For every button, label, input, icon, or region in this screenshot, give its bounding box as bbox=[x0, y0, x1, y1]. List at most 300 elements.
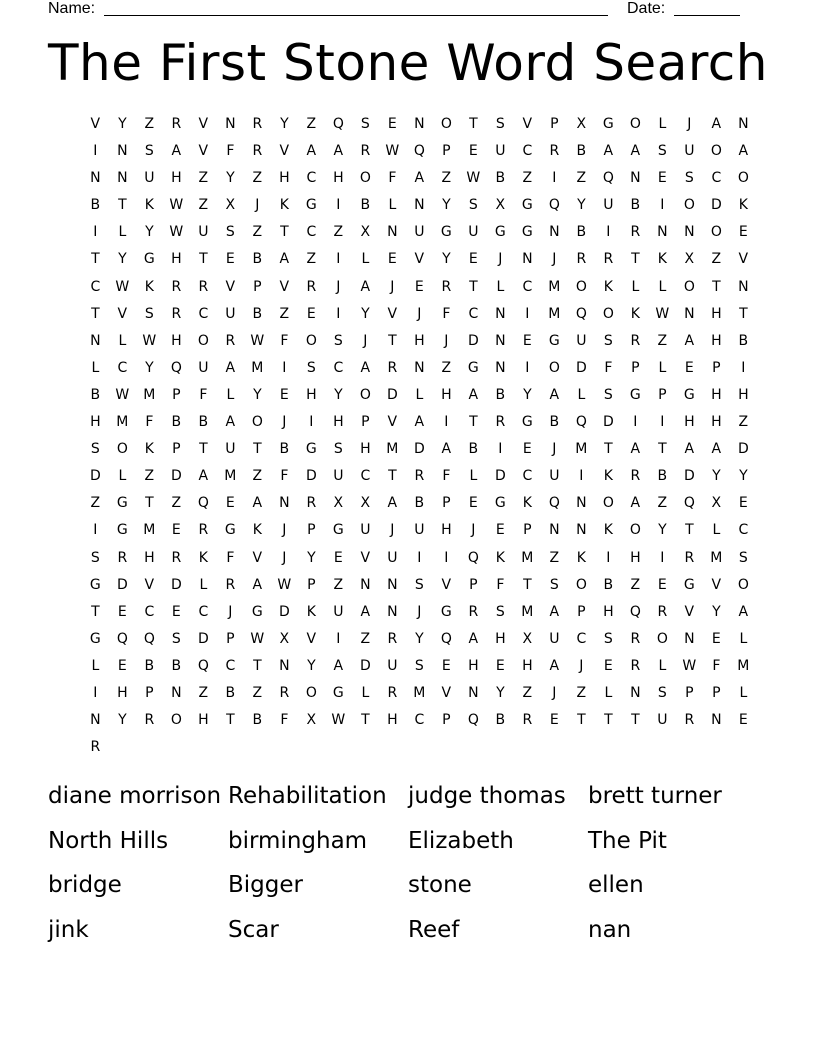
grid-letter: T bbox=[604, 441, 613, 458]
grid-letter: I bbox=[336, 630, 341, 647]
grid-letter: I bbox=[660, 197, 665, 214]
grid-letter: N bbox=[657, 224, 668, 241]
grid-letter: Y bbox=[307, 657, 316, 674]
grid-letter: D bbox=[494, 468, 507, 485]
grid-letter: S bbox=[90, 441, 101, 458]
grid-letter: Z bbox=[279, 305, 290, 322]
grid-letter: R bbox=[630, 657, 641, 674]
grid-letter: O bbox=[440, 116, 453, 132]
grid-letter: R bbox=[630, 630, 641, 647]
grid-letter: J bbox=[390, 522, 395, 539]
grid-letter: A bbox=[630, 143, 641, 160]
grid-letter: W bbox=[250, 630, 265, 647]
word-list-item: Elizabeth bbox=[408, 827, 514, 854]
grid-letter: I bbox=[606, 549, 611, 566]
grid-letter: T bbox=[253, 657, 262, 674]
grid-letter: M bbox=[575, 441, 588, 458]
grid-letter: J bbox=[417, 305, 422, 322]
grid-letter: N bbox=[279, 657, 290, 674]
grid-letter: S bbox=[414, 576, 425, 593]
grid-letter: M bbox=[521, 603, 534, 620]
grid-letter: S bbox=[603, 332, 614, 349]
grid-letter: N bbox=[171, 684, 182, 701]
grid-letter: U bbox=[468, 224, 479, 241]
grid-letter: L bbox=[712, 522, 721, 539]
grid-letter: I bbox=[444, 549, 449, 566]
grid-letter: G bbox=[494, 495, 507, 512]
grid-letter: H bbox=[603, 603, 614, 620]
grid-letter: Y bbox=[442, 251, 451, 268]
word-list-item: brett turner bbox=[588, 783, 722, 809]
grid-letter: L bbox=[199, 576, 208, 593]
grid-letter: Y bbox=[118, 251, 127, 268]
grid-letter: N bbox=[414, 359, 425, 376]
grid-letter: E bbox=[549, 712, 560, 729]
grid-letter: L bbox=[118, 468, 127, 485]
grid-letter: L bbox=[361, 684, 370, 701]
grid-letter: C bbox=[414, 712, 425, 729]
grid-letter: A bbox=[549, 386, 560, 403]
grid-letter: F bbox=[145, 414, 154, 431]
grid-letter: A bbox=[468, 630, 479, 647]
grid-letter: G bbox=[494, 224, 507, 241]
grid-letter: T bbox=[685, 522, 694, 539]
date-blank-line bbox=[674, 15, 740, 16]
grid-letter: E bbox=[171, 603, 182, 620]
grid-letter: G bbox=[143, 251, 156, 268]
grid-letter: C bbox=[144, 603, 155, 620]
grid-letter: J bbox=[471, 522, 476, 539]
grid-letter: J bbox=[552, 251, 557, 268]
grid-letter: J bbox=[390, 278, 395, 295]
grid-letter: P bbox=[307, 522, 316, 539]
grid-letter: K bbox=[657, 251, 668, 268]
grid-letter: B bbox=[90, 386, 101, 403]
grid-letter: E bbox=[468, 143, 479, 160]
grid-letter: I bbox=[525, 359, 530, 376]
grid-letter: I bbox=[498, 441, 503, 458]
grid-letter: P bbox=[469, 576, 478, 593]
grid-letter: A bbox=[441, 441, 452, 458]
grid-letter: G bbox=[305, 441, 318, 458]
grid-letter: X bbox=[360, 495, 371, 512]
grid-letter: R bbox=[468, 603, 479, 620]
grid-letter: G bbox=[440, 224, 453, 241]
grid-letter: O bbox=[683, 197, 696, 214]
grid-letter: E bbox=[441, 657, 452, 674]
grid-letter: T bbox=[739, 305, 748, 322]
grid-letter: N bbox=[684, 224, 695, 241]
grid-letter: Y bbox=[415, 630, 424, 647]
grid-letter: B bbox=[144, 657, 155, 674]
grid-letter: Z bbox=[333, 576, 344, 593]
grid-letter: O bbox=[629, 522, 642, 539]
grid-letter: A bbox=[306, 143, 317, 160]
grid-letter: W bbox=[250, 332, 265, 349]
word-list-item: Scar bbox=[228, 916, 279, 943]
grid-letter: N bbox=[711, 712, 722, 729]
grid-letter: K bbox=[630, 305, 641, 322]
word-list-item: stone bbox=[408, 872, 472, 898]
grid-letter: F bbox=[604, 359, 613, 376]
grid-letter: E bbox=[387, 251, 398, 268]
grid-letter: S bbox=[144, 143, 155, 160]
grid-letter: T bbox=[253, 441, 262, 458]
grid-letter: K bbox=[738, 197, 749, 214]
grid-letter: X bbox=[279, 630, 290, 647]
grid-letter: A bbox=[630, 441, 641, 458]
grid-letter: Y bbox=[145, 224, 154, 241]
grid-letter: A bbox=[252, 576, 263, 593]
grid-letter: Y bbox=[253, 386, 262, 403]
grid-letter: V bbox=[360, 549, 371, 566]
grid-letter: S bbox=[225, 224, 236, 241]
grid-letter: N bbox=[495, 359, 506, 376]
grid-letter: G bbox=[548, 332, 561, 349]
grid-letter: A bbox=[711, 441, 722, 458]
grid-letter: J bbox=[579, 657, 584, 674]
grid-letter: N bbox=[549, 522, 560, 539]
grid-letter: L bbox=[496, 278, 505, 295]
word-list bbox=[48, 776, 768, 954]
grid-letter: Y bbox=[145, 359, 154, 376]
grid-letter: G bbox=[116, 495, 129, 512]
grid-letter: Q bbox=[629, 603, 642, 620]
grid-letter: U bbox=[414, 224, 425, 241]
grid-letter: H bbox=[711, 305, 722, 322]
grid-letter: E bbox=[684, 359, 695, 376]
grid-letter: W bbox=[466, 170, 481, 187]
grid-letter: Z bbox=[252, 170, 263, 187]
grid-letter: H bbox=[333, 414, 344, 431]
grid-letter: U bbox=[144, 170, 155, 187]
grid-letter: R bbox=[171, 116, 182, 132]
grid-letter: K bbox=[198, 549, 209, 566]
grid-letter: V bbox=[252, 549, 263, 566]
grid-letter: S bbox=[603, 630, 614, 647]
letter-grid bbox=[82, 111, 757, 761]
name-date-line bbox=[48, 0, 748, 20]
grid-letter: F bbox=[442, 305, 451, 322]
grid-letter: S bbox=[144, 305, 155, 322]
grid-letter: C bbox=[90, 278, 101, 295]
grid-letter: E bbox=[495, 522, 506, 539]
grid-letter: U bbox=[495, 143, 506, 160]
word-list-item: birmingham bbox=[228, 827, 368, 854]
grid-letter: L bbox=[631, 278, 640, 295]
grid-letter: N bbox=[576, 522, 587, 539]
grid-letter: D bbox=[602, 414, 615, 431]
grid-letter: M bbox=[521, 549, 534, 566]
grid-letter: Q bbox=[467, 549, 480, 566]
grid-letter: T bbox=[469, 278, 478, 295]
grid-letter: R bbox=[360, 143, 371, 160]
grid-letter: R bbox=[144, 712, 155, 729]
grid-letter: D bbox=[737, 441, 750, 458]
grid-letter: Z bbox=[576, 684, 587, 701]
grid-letter: M bbox=[116, 414, 129, 431]
grid-letter: V bbox=[279, 278, 290, 295]
grid-letter: B bbox=[360, 197, 371, 214]
grid-letter: Z bbox=[198, 170, 209, 187]
grid-letter: Z bbox=[252, 468, 263, 485]
grid-letter: O bbox=[737, 170, 750, 187]
grid-letter: R bbox=[495, 414, 506, 431]
word-list-item: diane morrison bbox=[48, 783, 222, 809]
grid-letter: R bbox=[387, 359, 398, 376]
grid-letter: X bbox=[333, 495, 344, 512]
grid-letter: P bbox=[307, 576, 316, 593]
grid-letter: A bbox=[549, 657, 560, 674]
name-label: Name: bbox=[48, 0, 96, 17]
grid-letter: T bbox=[91, 305, 100, 322]
grid-letter: E bbox=[738, 712, 749, 729]
grid-letter: H bbox=[144, 549, 155, 566]
grid-letter: L bbox=[658, 116, 667, 132]
grid-letter: A bbox=[414, 414, 425, 431]
grid-letter: N bbox=[576, 495, 587, 512]
grid-letter: J bbox=[417, 603, 422, 620]
word-list-item: North Hills bbox=[48, 827, 169, 854]
grid-letter: V bbox=[306, 630, 317, 647]
grid-letter: D bbox=[386, 386, 399, 403]
grid-letter: C bbox=[360, 468, 371, 485]
grid-letter: T bbox=[631, 251, 640, 268]
grid-letter: W bbox=[385, 143, 400, 160]
grid-letter: E bbox=[225, 251, 236, 268]
grid-letter: R bbox=[306, 495, 317, 512]
grid-letter: G bbox=[251, 603, 264, 620]
grid-letter: E bbox=[738, 224, 749, 241]
grid-letter: A bbox=[360, 603, 371, 620]
grid-letter: L bbox=[388, 197, 397, 214]
grid-letter: T bbox=[226, 712, 235, 729]
grid-letter: D bbox=[116, 576, 129, 593]
grid-letter: N bbox=[522, 251, 533, 268]
grid-letter: B bbox=[198, 414, 209, 431]
grid-letter: P bbox=[550, 116, 559, 132]
grid-letter: U bbox=[225, 305, 236, 322]
grid-letter: H bbox=[711, 332, 722, 349]
word-list-item: jink bbox=[48, 916, 89, 943]
grid-letter: T bbox=[118, 197, 127, 214]
grid-letter: L bbox=[739, 684, 748, 701]
grid-letter: T bbox=[361, 712, 370, 729]
grid-letter: Y bbox=[280, 116, 289, 132]
grid-letter: J bbox=[282, 522, 287, 539]
grid-letter: P bbox=[658, 386, 667, 403]
grid-letter: O bbox=[656, 630, 669, 647]
grid-letter: Z bbox=[144, 116, 155, 132]
grid-letter: R bbox=[684, 549, 695, 566]
grid-letter: R bbox=[198, 522, 209, 539]
grid-letter: B bbox=[738, 332, 749, 349]
grid-letter: M bbox=[548, 278, 561, 295]
grid-letter: Q bbox=[467, 712, 480, 729]
grid-letter: Z bbox=[144, 468, 155, 485]
grid-letter: I bbox=[552, 170, 557, 187]
grid-letter: Y bbox=[577, 197, 586, 214]
grid-letter: Q bbox=[197, 657, 210, 674]
grid-letter: B bbox=[252, 712, 263, 729]
grid-letter: G bbox=[332, 684, 345, 701]
grid-letter: O bbox=[737, 576, 750, 593]
grid-letter: K bbox=[144, 278, 155, 295]
grid-letter: A bbox=[684, 332, 695, 349]
grid-letter: F bbox=[226, 549, 235, 566]
grid-letter: N bbox=[738, 116, 749, 132]
grid-letter: B bbox=[549, 414, 560, 431]
grid-letter: G bbox=[440, 603, 453, 620]
grid-letter: Z bbox=[198, 684, 209, 701]
grid-letter: R bbox=[252, 116, 263, 132]
grid-letter: N bbox=[360, 576, 371, 593]
word-list-item: The Pit bbox=[588, 827, 667, 854]
grid-letter: D bbox=[575, 359, 588, 376]
grid-letter: O bbox=[683, 278, 696, 295]
grid-letter: I bbox=[633, 414, 638, 431]
grid-letter: N bbox=[414, 116, 425, 132]
grid-letter: A bbox=[468, 386, 479, 403]
grid-letter: W bbox=[142, 332, 157, 349]
grid-letter: T bbox=[631, 712, 640, 729]
word-list-item: nan bbox=[588, 916, 632, 943]
grid-letter: L bbox=[361, 251, 370, 268]
grid-letter: G bbox=[467, 359, 480, 376]
grid-letter: U bbox=[333, 603, 344, 620]
grid-letter: Z bbox=[630, 576, 641, 593]
grid-letter: I bbox=[336, 251, 341, 268]
grid-letter: G bbox=[629, 386, 642, 403]
date-label: Date: bbox=[627, 0, 666, 17]
grid-letter: N bbox=[468, 684, 479, 701]
grid-letter: B bbox=[576, 143, 587, 160]
grid-letter: F bbox=[388, 170, 397, 187]
grid-letter: O bbox=[305, 684, 318, 701]
grid-letter: H bbox=[711, 386, 722, 403]
grid-letter: J bbox=[444, 332, 449, 349]
grid-letter: N bbox=[414, 197, 425, 214]
grid-letter: C bbox=[522, 143, 533, 160]
grid-letter: K bbox=[603, 278, 614, 295]
grid-letter: O bbox=[548, 359, 561, 376]
grid-letter: H bbox=[333, 170, 344, 187]
grid-letter: T bbox=[469, 414, 478, 431]
grid-letter: S bbox=[495, 603, 506, 620]
grid-letter: E bbox=[657, 576, 668, 593]
grid-letter: H bbox=[171, 332, 182, 349]
grid-letter: J bbox=[687, 116, 692, 132]
grid-letter: G bbox=[521, 224, 534, 241]
grid-letter: S bbox=[495, 116, 506, 132]
grid-letter: M bbox=[737, 657, 750, 674]
grid-letter: V bbox=[117, 305, 128, 322]
grid-letter: Q bbox=[548, 495, 561, 512]
grid-letter: D bbox=[170, 576, 183, 593]
grid-letter: U bbox=[387, 549, 398, 566]
grid-letter: Z bbox=[441, 359, 452, 376]
grid-letter: R bbox=[171, 278, 182, 295]
grid-letter: H bbox=[387, 712, 398, 729]
grid-letter: B bbox=[252, 305, 263, 322]
grid-letter: Y bbox=[712, 468, 721, 485]
grid-letter: H bbox=[441, 522, 452, 539]
grid-letter: C bbox=[711, 170, 722, 187]
grid-letter: M bbox=[413, 684, 426, 701]
grid-letter: B bbox=[495, 170, 506, 187]
grid-letter: Z bbox=[522, 170, 533, 187]
grid-letter: N bbox=[90, 170, 101, 187]
grid-letter: B bbox=[90, 197, 101, 214]
grid-letter: U bbox=[225, 441, 236, 458]
grid-letter: N bbox=[684, 305, 695, 322]
grid-letter: Z bbox=[252, 224, 263, 241]
grid-letter: L bbox=[469, 468, 478, 485]
grid-letter: I bbox=[444, 414, 449, 431]
grid-letter: Q bbox=[575, 305, 588, 322]
grid-letter: P bbox=[145, 684, 154, 701]
grid-letter: O bbox=[170, 712, 183, 729]
grid-letter: A bbox=[225, 359, 236, 376]
grid-letter: E bbox=[468, 251, 479, 268]
grid-letter: A bbox=[360, 278, 371, 295]
grid-letter: J bbox=[552, 441, 557, 458]
grid-letter: Y bbox=[361, 305, 370, 322]
grid-letter: A bbox=[225, 414, 236, 431]
grid-letter: Y bbox=[118, 712, 127, 729]
grid-letter: V bbox=[711, 576, 722, 593]
grid-letter: B bbox=[630, 197, 641, 214]
grid-letter: H bbox=[468, 657, 479, 674]
grid-letter: Q bbox=[602, 170, 615, 187]
grid-letter: N bbox=[387, 603, 398, 620]
grid-letter: S bbox=[684, 170, 695, 187]
grid-letter: X bbox=[360, 224, 371, 241]
grid-letter: O bbox=[359, 386, 372, 403]
grid-letter: T bbox=[523, 576, 532, 593]
grid-letter: M bbox=[548, 305, 561, 322]
grid-letter: K bbox=[495, 549, 506, 566]
grid-letter: C bbox=[522, 468, 533, 485]
grid-letter: T bbox=[604, 712, 613, 729]
grid-letter: G bbox=[224, 522, 237, 539]
grid-letter: E bbox=[711, 630, 722, 647]
grid-letter: D bbox=[89, 468, 102, 485]
grid-letter: L bbox=[577, 386, 586, 403]
grid-letter: P bbox=[442, 143, 451, 160]
grid-letter: E bbox=[306, 305, 317, 322]
grid-letter: Q bbox=[548, 197, 561, 214]
grid-letter: W bbox=[115, 386, 130, 403]
grid-letter: A bbox=[738, 143, 749, 160]
grid-letter: F bbox=[199, 386, 208, 403]
grid-letter: A bbox=[333, 143, 344, 160]
grid-letter: D bbox=[278, 603, 291, 620]
grid-letter: J bbox=[363, 332, 368, 349]
grid-letter: R bbox=[684, 712, 695, 729]
grid-letter: O bbox=[116, 441, 129, 458]
grid-letter: A bbox=[630, 495, 641, 512]
grid-letter: U bbox=[684, 143, 695, 160]
grid-letter: D bbox=[197, 630, 210, 647]
grid-letter: U bbox=[549, 468, 560, 485]
grid-letter: N bbox=[90, 332, 101, 349]
grid-letter: R bbox=[306, 278, 317, 295]
grid-letter: I bbox=[579, 468, 584, 485]
grid-letter: R bbox=[549, 143, 560, 160]
grid-letter: C bbox=[117, 359, 128, 376]
grid-letter: J bbox=[228, 603, 233, 620]
